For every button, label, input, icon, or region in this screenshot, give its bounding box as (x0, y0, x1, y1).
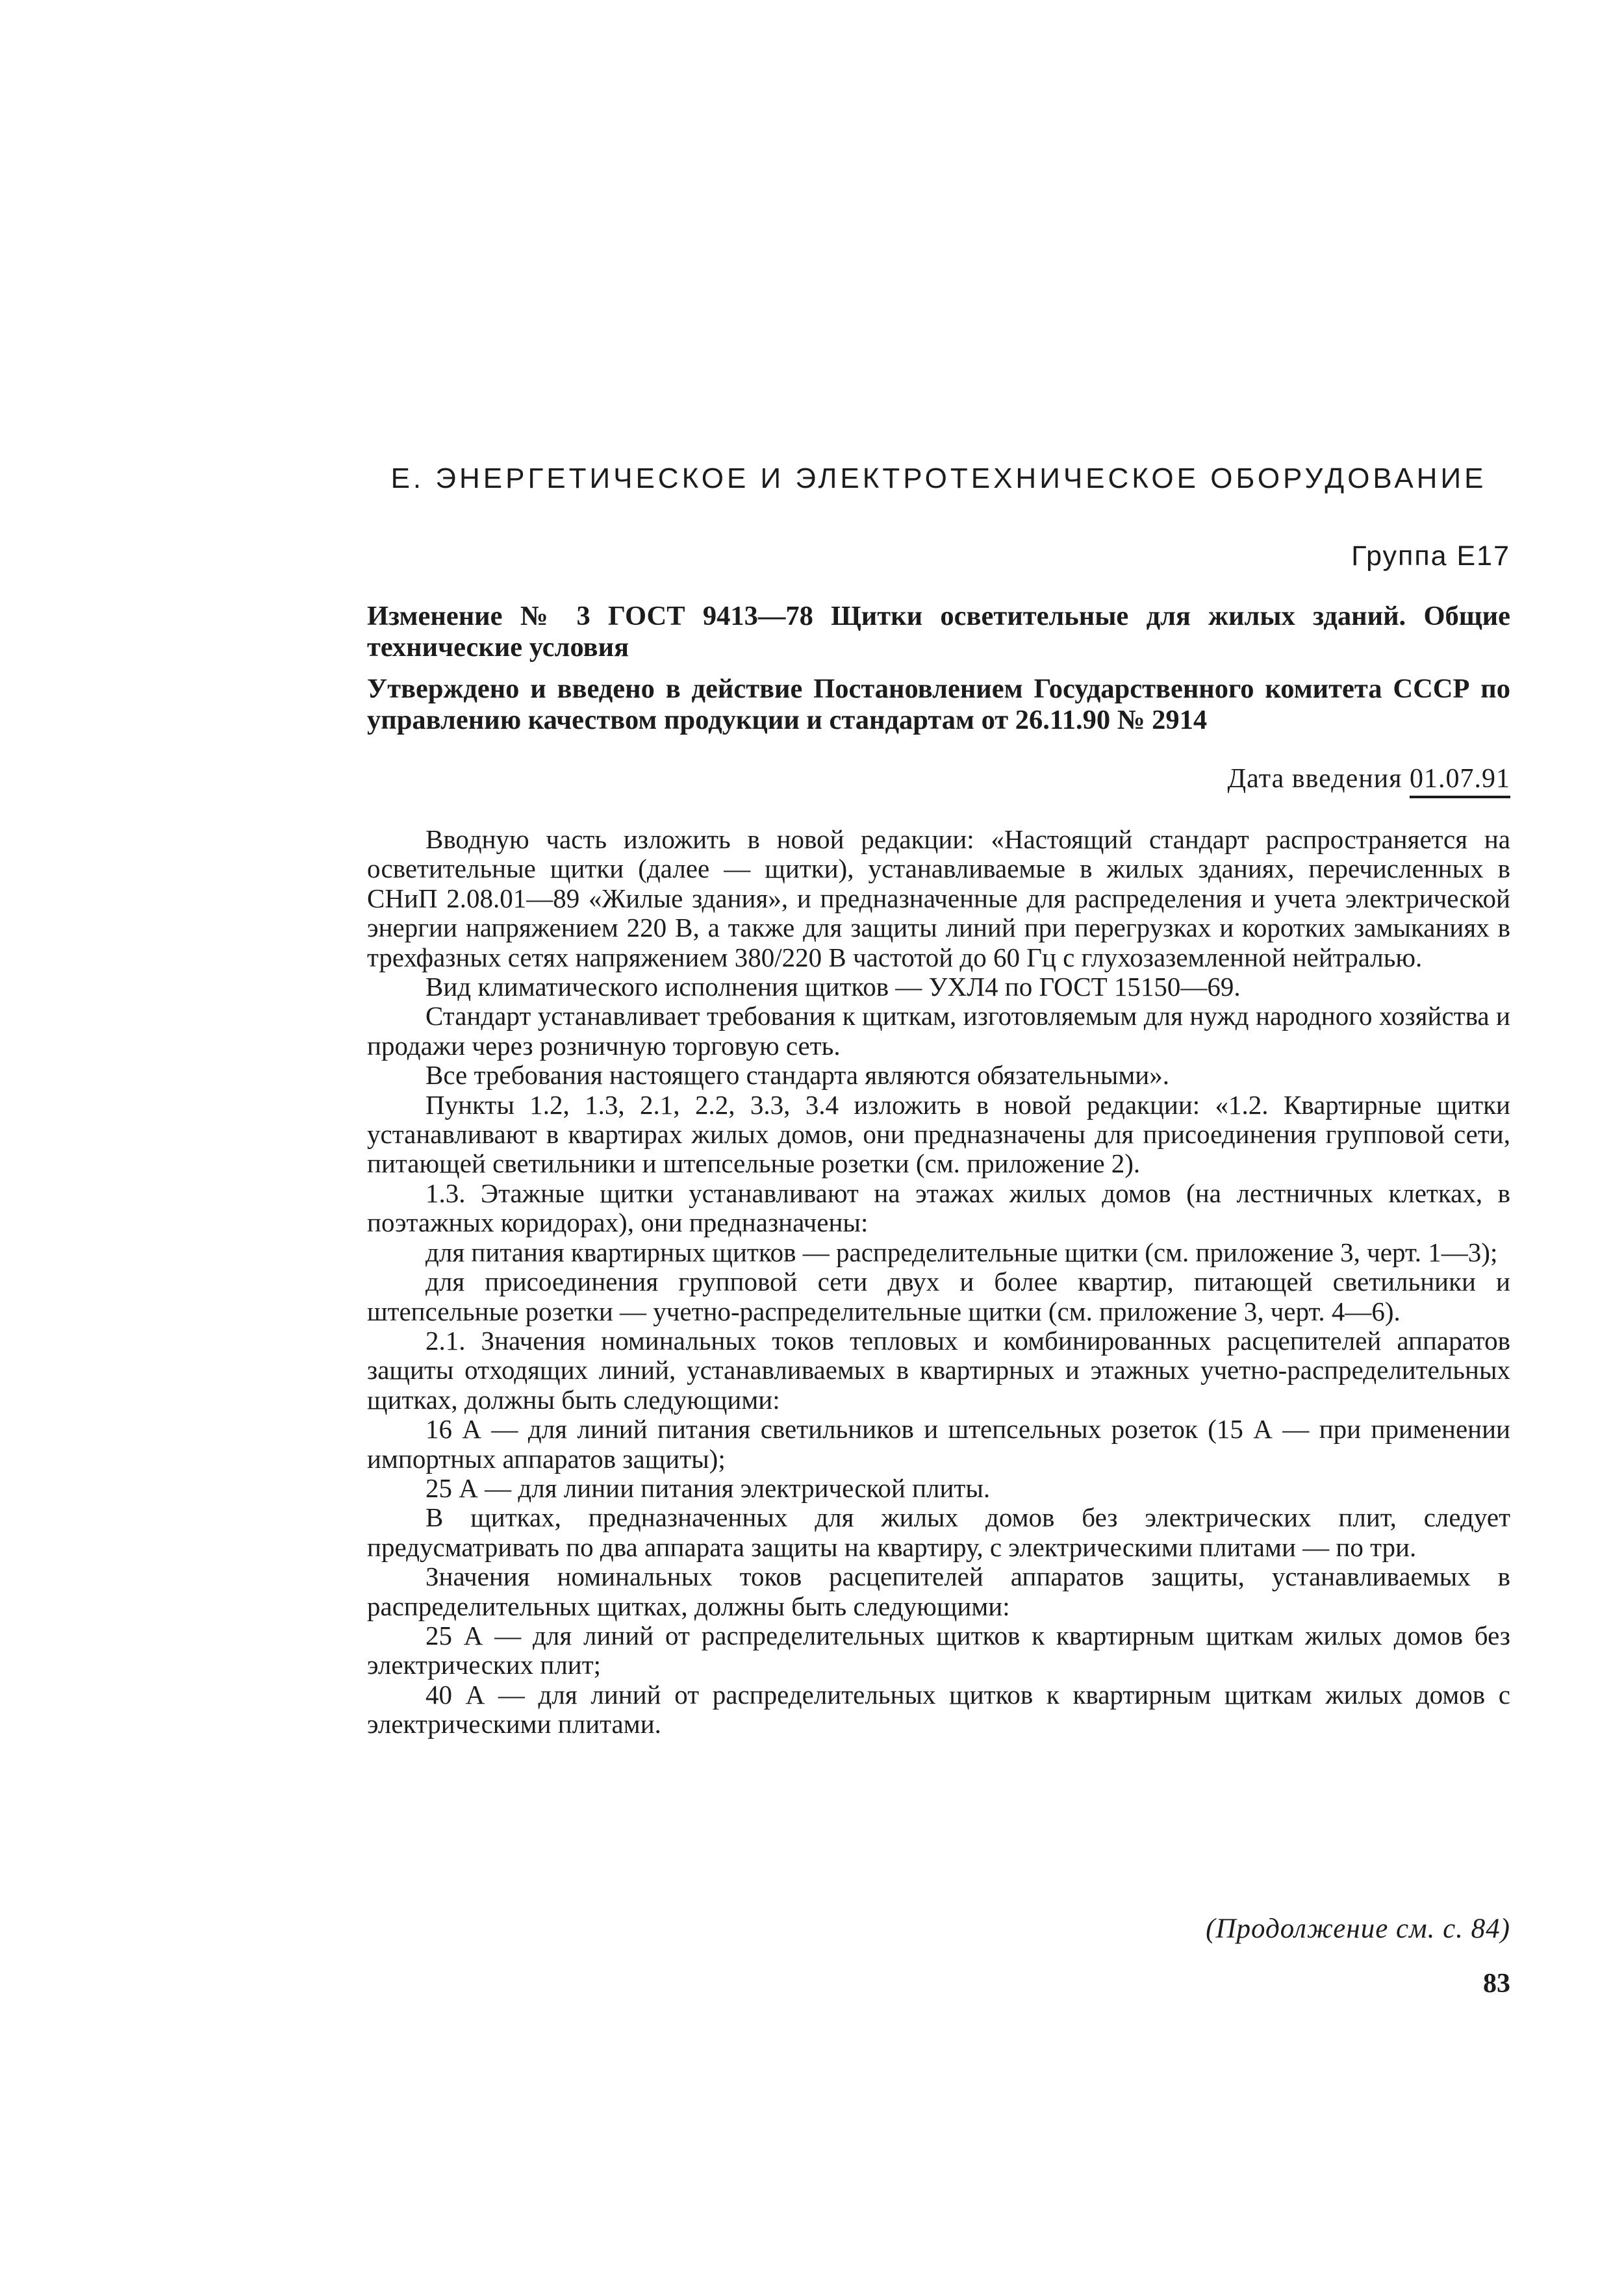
amendment-title: Изменение № 3 ГОСТ 9413—78 Щитки осветительные для жилых зданий. Общие технические условия (367, 601, 1510, 663)
paragraph: 2.1. Значения номинальных токов тепловых и комбинированных расцепителей аппаратов защиты отходящих линий, устанавливаемых в квартирных и этажных учетно-распределительных щитках, должны быть следующими: (367, 1325, 1510, 1415)
paragraph: 16 А — для линий питания светильников и штепсельных розеток (15 А — при применении импортных аппаратов защиты); (367, 1414, 1510, 1474)
paragraph: 25 А — для линии питания электрической плиты. (425, 1472, 991, 1503)
date-label: Дата введения (1227, 764, 1402, 794)
date-value: 01.07.91 (1410, 763, 1510, 798)
paragraph: Пункты 1.2, 1.3, 2.1, 2.2, 3.3, 3.4 изложить в новой редакции: «1.2. Квартирные щитки устанавливают в квартирах жилых домов, они предназначены для присоединения групповой сети, питающей светильники и штепсельные розетки (см. приложение 2). (367, 1089, 1510, 1179)
amendment-header (367, 601, 1510, 663)
group-code: Группа Е17 (1351, 540, 1510, 572)
paragraph: Значения номинальных токов расцепителей аппаратов защиты, устанавливаемых в распределительных щитках, должны быть следующими: (367, 1561, 1510, 1621)
approval-text: Утверждено и введено в действие Постановлением Государственного комитета СССР по управлению качеством продукции и стандартам от 26.11.90 № 2914 (367, 674, 1510, 735)
paragraph: для присоединения групповой сети двух и более квартир, питающей светильники и штепсельные розетки — учетно-распределительные щитки (см. приложение 3, черт. 4—6). (367, 1267, 1510, 1326)
paragraph: для питания квартирных щитков — распределительные щитки (см. приложение 3, черт. 1—3); (425, 1237, 1498, 1267)
paragraph: Вид климатического исполнения щитков — УХЛ4 по ГОСТ 15150—69. (425, 972, 1241, 1002)
approval-block (367, 674, 1510, 736)
body-text (367, 825, 1510, 1739)
page-number: 83 (1483, 1969, 1510, 1999)
paragraph: Вводную часть изложить в новой редакции: «Настоящий стандарт распространяется на осветительные щитки (далее — щитки), устанавливаемые в жилых зданиях, перечисленных в СНиП 2.08.01—89 «Жилые здания», и предназначенные для распределения и учета электрической энергии напряжением 220 В, а также для защиты линий при перегрузках и коротких замыканиях в трехфазных сетях напряжением 380/220 В частотой до 60 Гц с глухозаземленной нейтралью. (367, 824, 1510, 972)
continuation-note: (Продолжение см. с. 84) (1206, 1914, 1510, 1944)
paragraph: Все требования настоящего стандарта являются обязательными». (425, 1060, 1169, 1091)
paragraph: 40 А — для линий от распределительных щитков к квартирным щиткам жилых домов с электрическими плитами. (367, 1679, 1510, 1739)
effective-date (367, 763, 1510, 798)
paragraph: 1.3. Этажные щитки устанавливают на этажах жилых домов (на лестничных клетках, в поэтажных коридорах), они предназначены: (367, 1178, 1510, 1238)
paragraph: В щитках, предназначенных для жилых домов без электрических плит, следует предусматривать по два аппарата защиты на квартиру, с электрическими плитами — по три. (367, 1502, 1510, 1562)
paragraph: Стандарт устанавливает требования к щиткам, изготовляемым для нужд народного хозяйства и продажи через розничную торговую сеть. (367, 1001, 1510, 1061)
paragraph: 25 А — для линий от распределительных щитков к квартирным щиткам жилых домов без электрических плит; (367, 1620, 1510, 1680)
section-title: Е. ЭНЕРГЕТИЧЕСКОЕ И ЭЛЕКТРОТЕХНИЧЕСКОЕ ОБОРУДОВАНИЕ (390, 462, 1487, 494)
